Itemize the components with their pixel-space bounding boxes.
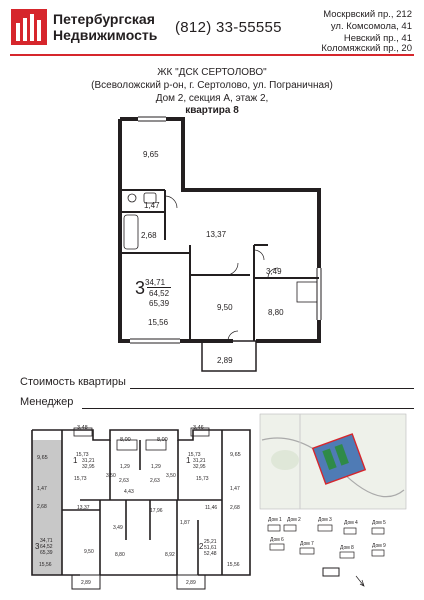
room-area-2: 1,47 bbox=[144, 201, 160, 210]
office-address-3: Невский пр., 41 bbox=[343, 33, 412, 44]
fp-label-27: 11,46 bbox=[205, 505, 218, 511]
fp-unit-count-2: 1 bbox=[186, 456, 191, 465]
fp-label-38: 51,61 bbox=[204, 545, 217, 551]
fp-label-21: 1,47 bbox=[37, 486, 47, 492]
room-area-1: 9,65 bbox=[143, 150, 159, 159]
room-area-8: 8,80 bbox=[268, 308, 284, 317]
fp-label-43: 2,89 bbox=[186, 580, 196, 586]
site-house-3: Дом 3 bbox=[318, 517, 332, 523]
fp-label-32: 64,52 bbox=[40, 544, 53, 550]
office-address-1: Москрвский пр., 212 bbox=[323, 9, 412, 20]
phone-number: (812) 33-55555 bbox=[175, 19, 282, 36]
fp-label-24: 2,68 bbox=[37, 504, 47, 510]
site-house-5: Дом 5 bbox=[372, 520, 386, 526]
fp-label-22: 4,43 bbox=[124, 489, 134, 495]
room-area-9: 2,89 bbox=[217, 356, 233, 365]
fp-label-41: 15,56 bbox=[227, 562, 240, 568]
site-house-6: Дом 6 bbox=[270, 537, 284, 543]
fp-label-17: 2,63 bbox=[150, 478, 160, 484]
room-area-6: 15,56 bbox=[148, 318, 169, 327]
fp-label-8: 32,95 bbox=[82, 464, 95, 470]
rooms-count: 3 bbox=[135, 278, 146, 298]
fp-unit-count-3: 3 bbox=[35, 542, 40, 551]
fp-label-6: 15,73 bbox=[76, 452, 89, 458]
fp-label-16: 2,63 bbox=[119, 478, 129, 484]
fp-label-1: 3,48 bbox=[77, 425, 88, 431]
fp-label-11: 15,73 bbox=[188, 452, 201, 458]
fp-label-31: 34,71 bbox=[40, 538, 53, 544]
office-address-4: Коломяжский пр., 20 bbox=[321, 43, 412, 54]
fp-label-13: 32,95 bbox=[193, 464, 206, 470]
fp-unit-count-4: 2 bbox=[199, 542, 204, 551]
site-house-9: Дом 9 bbox=[372, 543, 386, 549]
price-label: Стоимость квартиры bbox=[20, 376, 126, 388]
fp-label-2: 8,00 bbox=[120, 437, 131, 443]
fp-label-34: 9,50 bbox=[84, 549, 94, 555]
total-area: 64,52 bbox=[149, 289, 170, 298]
manager-label: Менеджер bbox=[20, 396, 74, 408]
total-area-with-balcony: 65,39 bbox=[149, 299, 170, 308]
complex-name: ЖК "ДСК СЕРТОЛОВО" bbox=[157, 67, 267, 78]
room-area-5: 3,49 bbox=[266, 267, 282, 276]
fp-label-37: 25,21 bbox=[204, 539, 217, 545]
site-house-4: Дом 4 bbox=[344, 520, 358, 526]
fp-label-36: 8,92 bbox=[165, 552, 175, 558]
apartment-number: квартира 8 bbox=[185, 105, 239, 116]
fp-label-25: 13,37 bbox=[77, 505, 90, 511]
fp-label-4: 3,46 bbox=[193, 425, 204, 431]
room-area-7: 9,50 bbox=[217, 303, 233, 312]
fp-label-12: 31,21 bbox=[193, 458, 206, 464]
fp-label-23: 1,47 bbox=[230, 486, 240, 492]
fp-label-28: 2,68 bbox=[230, 505, 240, 511]
fp-label-20: 15,73 bbox=[196, 476, 209, 482]
complex-location: (Всеволожский р-он, г. Сертолово, ул. Пограничная) bbox=[91, 80, 333, 91]
fp-label-5: 9,65 bbox=[37, 455, 48, 461]
site-house-8: Дом 8 bbox=[340, 545, 354, 551]
fp-label-40: 15,56 bbox=[39, 562, 52, 568]
fp-label-9: 1,29 bbox=[120, 464, 130, 470]
fp-unit-count-1: 1 bbox=[73, 456, 78, 465]
room-area-3: 2,68 bbox=[141, 231, 157, 240]
fp-label-3: 8,00 bbox=[157, 437, 168, 443]
fp-label-10: 1,29 bbox=[151, 464, 161, 470]
fp-label-29: 3,49 bbox=[113, 525, 123, 531]
fp-label-33: 65,39 bbox=[40, 550, 53, 556]
fp-label-15: 3,50 bbox=[106, 473, 116, 479]
fp-label-7: 31,21 bbox=[82, 458, 95, 464]
fp-label-19: 15,73 bbox=[74, 476, 87, 482]
fp-label-39: 52,48 bbox=[204, 551, 217, 557]
fp-label-30: 1,87 bbox=[180, 520, 190, 526]
fp-label-42: 2,89 bbox=[81, 580, 91, 586]
fp-label-26: 17,96 bbox=[150, 508, 163, 514]
site-house-1: Дом 1 bbox=[268, 517, 282, 523]
living-area: 34,71 bbox=[145, 278, 166, 287]
company-name-line2: Недвижимость bbox=[53, 27, 158, 43]
fp-label-14: 9,65 bbox=[230, 452, 241, 458]
company-name-line1: Петербургская bbox=[53, 11, 155, 27]
site-house-7: Дом 7 bbox=[300, 541, 314, 547]
office-address-2: ул. Комсомола, 41 bbox=[330, 21, 412, 32]
room-area-4: 13,37 bbox=[206, 230, 227, 239]
fp-label-18: 3,50 bbox=[166, 473, 176, 479]
site-house-2: Дом 2 bbox=[287, 517, 301, 523]
fp-label-35: 8,80 bbox=[115, 552, 125, 558]
house-section-floor: Дом 2, секция А, этаж 2, bbox=[155, 93, 269, 104]
